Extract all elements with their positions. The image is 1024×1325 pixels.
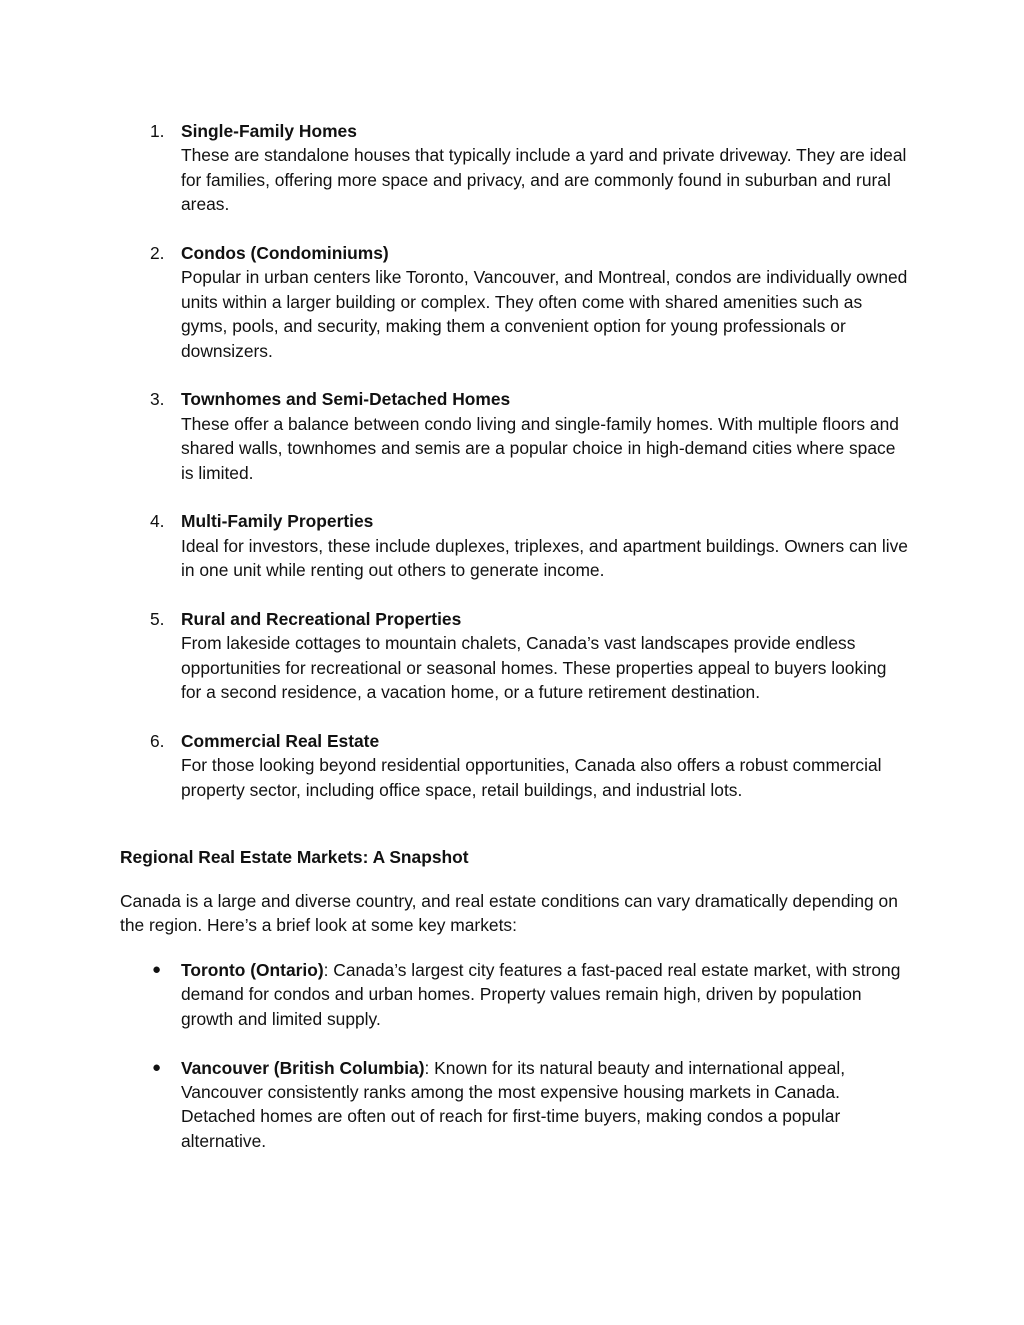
list-number: 1. <box>150 121 165 141</box>
list-item <box>120 1056 910 1154</box>
market-name: Vancouver (British Columbia) <box>181 1057 425 1078</box>
list-item <box>120 387 910 485</box>
list-item <box>120 509 910 582</box>
list-item-title: Single-Family Homes <box>181 121 357 141</box>
list-item-title: Commercial Real Estate <box>181 731 380 752</box>
list-number: 6. <box>150 731 165 752</box>
list-item-title: Townhomes and Semi-Detached Homes <box>181 389 511 410</box>
list-number: 5. <box>150 609 165 630</box>
list-item-description: For those looking beyond residential opportunities, Canada also offers a robust commercial property sector, including office space, retail buildings, and industrial lots. <box>181 755 882 800</box>
bullet-icon: ● <box>152 1058 162 1076</box>
property-types-list <box>120 119 910 802</box>
market-description: : Canada’s largest city features a fast-paced real estate market, with strong demand for condos and urban homes. Property values remain high, driven by population growth and limited supply. <box>181 960 901 1029</box>
list-item <box>120 119 910 217</box>
list-item-title: Condos (Condominiums) <box>181 243 389 264</box>
list-item <box>120 729 910 802</box>
list-item-title: Multi-Family Properties <box>181 511 374 532</box>
list-item <box>120 958 910 1031</box>
section-heading: Regional Real Estate Markets: A Snapshot <box>120 847 469 867</box>
list-item-title: Rural and Recreational Properties <box>181 609 462 630</box>
list-item <box>120 241 910 363</box>
market-name: Toronto (Ontario) <box>181 960 324 980</box>
section-intro-paragraph: Canada is a large and diverse country, and real estate conditions can vary dramatically depending on the region. Here’s a brief look at some key markets: <box>120 891 898 936</box>
list-item <box>120 607 910 705</box>
market-description: : Known for its natural beauty and international appeal, Vancouver consistently ranks among the most expensive housing markets in Canada. Detached homes are often out of reach for first-time buyers, making condos a popular alternative. <box>181 1057 846 1151</box>
list-item-description: Ideal for investors, these include duplexes, triplexes, and apartment buildings. Owners can live in one unit while renting out others to generate income. <box>181 535 908 581</box>
list-number: 3. <box>150 389 165 410</box>
list-number: 2. <box>150 243 165 264</box>
list-item-description: These offer a balance between condo living and single-family homes. With multiple floors and shared walls, townhomes and semis are a popular choice in high-demand cities where space is limited. <box>181 413 899 483</box>
list-item-description: These are standalone houses that typically include a yard and private driveway. They are ideal for families, offering more space and privacy, and are commonly found in suburban and rural areas. <box>181 145 907 215</box>
list-number: 4. <box>150 511 165 532</box>
list-item-description: Popular in urban centers like Toronto, Vancouver, and Montreal, condos are individually owned units within a larger building or complex. They often come with shared amenities such as gyms, pools, and security, making them a convenient option for young professionals or downsizers. <box>181 267 908 361</box>
regional-markets-list <box>120 958 910 1178</box>
bullet-icon: ● <box>152 961 162 978</box>
list-item-description: From lakeside cottages to mountain chalets, Canada’s vast landscapes provide endless opportunities for recreational or seasonal homes. These properties appeal to buyers looking for a second residence, a vacation home, or a future retirement destination. <box>181 633 887 703</box>
